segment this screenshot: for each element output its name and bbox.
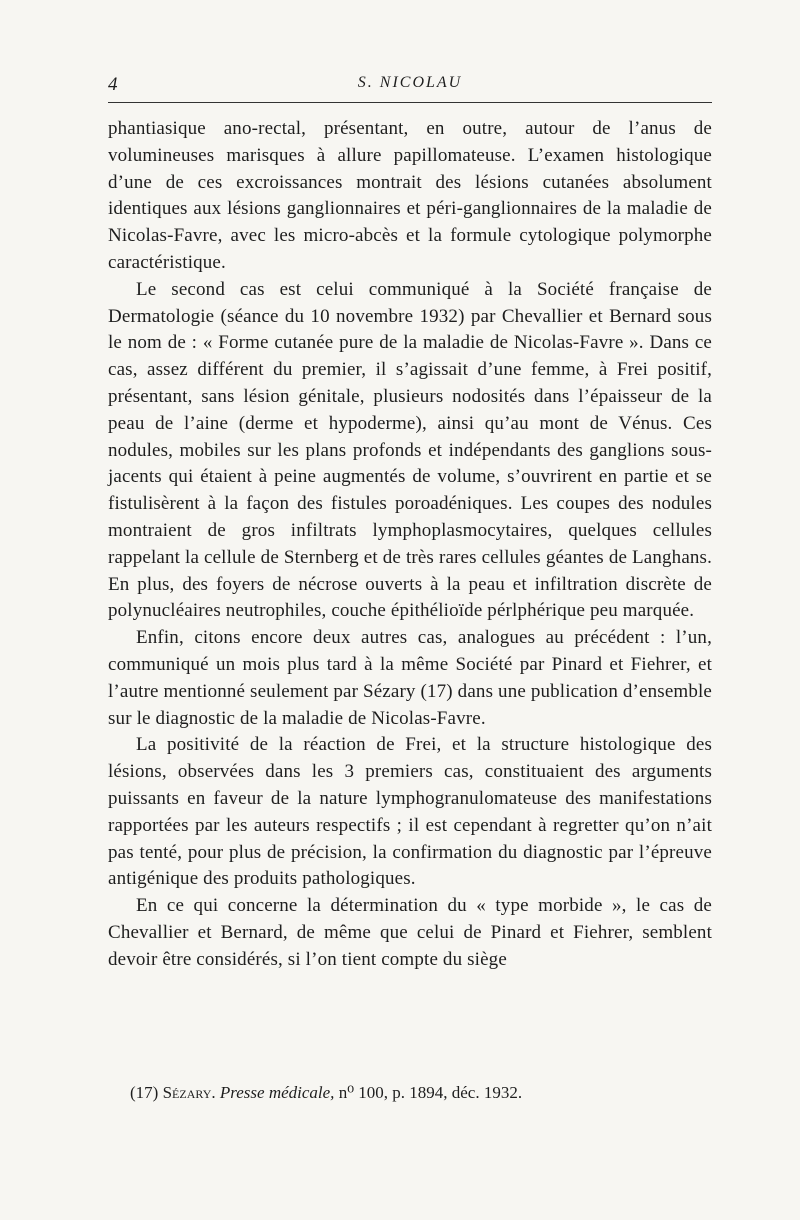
page-header bbox=[108, 66, 712, 103]
page-number: 4 bbox=[108, 74, 118, 95]
footnote-details: n⁰ 100, p. 1894, déc. 1932. bbox=[338, 1083, 523, 1102]
footnote bbox=[108, 1082, 712, 1104]
body-text bbox=[108, 116, 712, 974]
paragraph-5: En ce qui concerne la détermination du « type morbide », le cas de Chevallier et Bernard, de même que celui de Pinard et Fiehrer, semblent devoir être considérés, si l’on tient compte du siège bbox=[108, 895, 712, 970]
footnote-number: (17) bbox=[130, 1083, 159, 1102]
paragraph-3: Enfin, citons encore deux autres cas, analogues au précédent : l’un, communiqué un mois plus tard à la même Société par Pinard et Fiehrer, et l’autre mentionné seulement par Sézary (17) dans une publication d’ensemble sur le diagnostic de la maladie de Nicolas-Favre. bbox=[108, 627, 712, 729]
footnote-journal: Presse médicale, bbox=[219, 1083, 335, 1102]
paragraph-4: La positivité de la réaction de Frei, et la structure histologique des lésions, observées dans les 3 premiers cas, constituaient des arguments puissants en faveur de la nature lymphogranulomateuse des manifestations rapportées par les auteurs respectifs ; il est cependant à regretter qu’on n’ait pas tenté, pour plus de précision, la confirmation du diagnostic par l’épreuve antigénique des produits pathologiques. bbox=[108, 734, 712, 890]
footnote-author: Sézary. bbox=[162, 1083, 216, 1102]
paragraph-2: Le second cas est celui communiqué à la Société française de Dermatologie (séance du 10 novembre 1932) par Chevallier et Bernard sous le nom de : « Forme cutanée pure de la maladie de Nicolas-Favre ». Dans ce cas, assez différent du premier, il s’agissait d’une femme, à Frei positif, présentant, sans lésion génitale, plusieurs nodosités dans l’épaisseur de la peau de l’aine (derme et hypoderme), ainsi qu’au mont de Vénus. Ces nodules, mobiles sur les plans profonds et indépendants des ganglions sous-jacents qui étaient à peine augmentés de volume, s’ouvrirent en partie et se fistulisèrent à la façon des fistules poroadéniques. Les coupes des nodules montraient de gros infiltrats lymphoplasmocytaires, quelques cellules rappelant la cellule de Sternberg et de très rares cellules géantes de Langhans. En plus, des foyers de nécrose ouverts à la peau et infiltration discrète de polynucléaires neutrophiles, couche épithélioïde pérlphérique peu marquée. bbox=[108, 278, 712, 622]
running-head: S. NICOLAU bbox=[357, 74, 463, 91]
paragraph-1: phantiasique ano-rectal, présentant, en outre, autour de l’anus de volumineuses marisques à allure papillomateuse. L’examen histologique d’une de ces excroissances montrait des lésions cutanées absolument identiques aux lésions ganglionnaires et péri-ganglionnaires de la maladie de Nicolas-Favre, avec les micro-abcès et la formule cytologique polymorphe caractéristique. bbox=[108, 118, 712, 273]
